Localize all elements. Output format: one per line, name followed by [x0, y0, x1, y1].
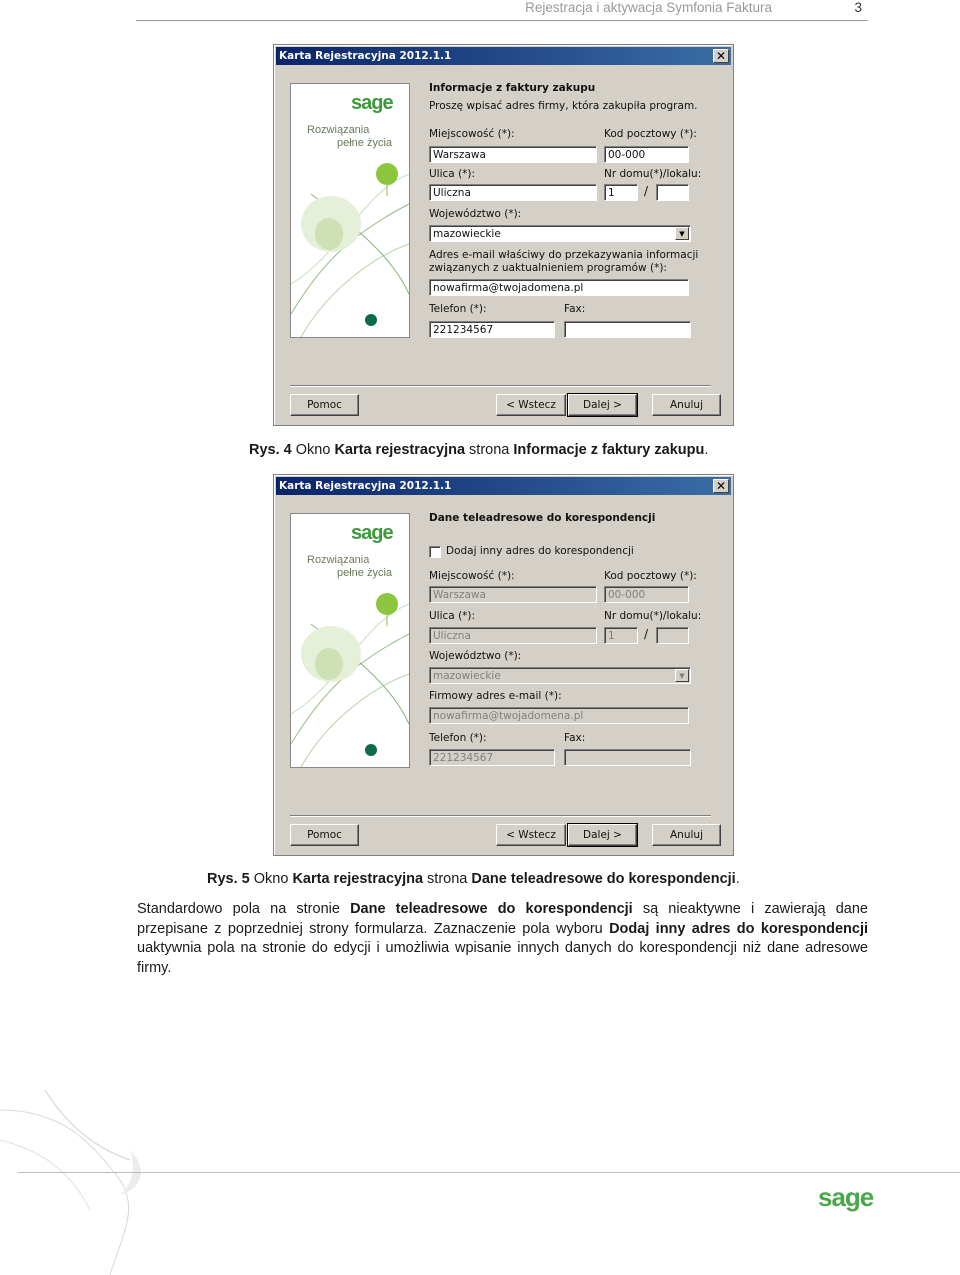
- fax-label: Fax:: [564, 732, 586, 744]
- phone-label: Telefon (*):: [429, 303, 487, 315]
- chevron-down-icon[interactable]: ▼: [675, 227, 689, 240]
- phone-label: Telefon (*):: [429, 732, 487, 744]
- caption-text: strona: [465, 442, 514, 458]
- fax-input: [564, 749, 691, 766]
- house-label: Nr domu(*)/lokalu:: [604, 168, 702, 180]
- fax-label: Fax:: [564, 303, 586, 315]
- body-paragraph: [137, 900, 868, 978]
- house-input: 1: [604, 627, 638, 644]
- tagline: [307, 124, 392, 150]
- help-button[interactable]: Pomoc: [290, 824, 359, 846]
- voivodeship-select[interactable]: [429, 225, 691, 242]
- local-input[interactable]: [656, 184, 689, 201]
- section-title: Informacje z faktury zakupu: [429, 82, 596, 94]
- header-title: Rejestracja i aktywacja Symfonia Faktura: [525, 0, 772, 15]
- tagline: [307, 554, 392, 580]
- house-input[interactable]: 1: [604, 184, 638, 201]
- city-label: Miejscowość (*):: [429, 570, 515, 582]
- add-address-checkbox[interactable]: [429, 546, 441, 558]
- email-label-line-2: związanych z uaktualnieniem programów (*):: [429, 262, 667, 274]
- caption-prefix: Rys. 4: [249, 442, 292, 458]
- caption-text: .: [735, 871, 740, 887]
- footer-sage-logo: sage: [818, 1182, 874, 1212]
- phone-input: 221234567: [429, 749, 555, 766]
- caption-text: strona: [423, 871, 472, 887]
- sage-logo: sage: [351, 92, 393, 114]
- leaf-decoration-graphic: [291, 514, 409, 767]
- back-button[interactable]: < Wstecz: [496, 824, 566, 846]
- email-input[interactable]: nowafirma@twojadomena.pl: [429, 279, 689, 296]
- caption-bold: Karta rejestracyjna: [292, 871, 424, 887]
- page-number: 3: [854, 0, 862, 15]
- house-slash: /: [644, 627, 649, 641]
- section-title: Dane teleadresowe do korespondencji: [429, 512, 656, 524]
- section-subtitle: Proszę wpisać adres firmy, która zakupiła program.: [429, 100, 698, 112]
- house-slash: /: [644, 184, 649, 198]
- street-input: Uliczna: [429, 627, 597, 644]
- sage-logo: sage: [351, 522, 393, 544]
- voivodeship-value: mazowieckie: [433, 670, 501, 682]
- paragraph-bold: Dodaj inny adres do korespondencji: [609, 920, 869, 937]
- sage-banner: [290, 513, 410, 768]
- paragraph-bold: Dane teleadresowe do korespondencji: [350, 901, 633, 917]
- footer-leaf-decoration: [0, 1080, 300, 1275]
- tagline-line-1: Rozwiązania: [307, 554, 370, 566]
- email-label: Firmowy adres e-mail (*):: [429, 690, 562, 702]
- paragraph-text: uaktywnia pola na stronie do edycji i umożliwia wpisanie innych danych do korespondencji niż dane adresowe firmy.: [137, 940, 868, 976]
- registration-dialog-correspondence: [273, 474, 734, 856]
- street-label: Ulica (*):: [429, 168, 476, 180]
- city-input[interactable]: Warszawa: [429, 146, 597, 163]
- add-address-label: Dodaj inny adres do korespondencji: [446, 545, 634, 557]
- postal-input: 00-000: [604, 586, 689, 603]
- local-input: [656, 627, 689, 644]
- email-input: nowafirma@twojadomena.pl: [429, 707, 689, 724]
- figure-caption-5: [207, 871, 740, 887]
- caption-prefix: Rys. 5: [207, 871, 250, 887]
- caption-text: Okno: [291, 442, 335, 458]
- help-button[interactable]: Pomoc: [290, 394, 359, 416]
- caption-text: .: [704, 442, 709, 458]
- dialog-titlebar: [276, 477, 731, 495]
- next-button[interactable]: Dalej >: [568, 824, 637, 846]
- street-input[interactable]: Uliczna: [429, 184, 597, 201]
- voivodeship-select: [429, 667, 691, 684]
- city-label: Miejscowość (*):: [429, 128, 515, 140]
- voivodeship-label: Województwo (*):: [429, 208, 522, 220]
- back-button[interactable]: < Wstecz: [496, 394, 566, 416]
- postal-label: Kod pocztowy (*):: [604, 570, 697, 582]
- postal-label: Kod pocztowy (*):: [604, 128, 697, 140]
- paragraph-text: są nieaktywne i zawierają dane przepisane z poprzedniej strony formularza. Zaznaczenie pola wyboru: [137, 901, 868, 937]
- caption-bold: Informacje z faktury zakupu: [513, 442, 705, 458]
- dialog-title: Karta Rejestracyjna 2012.1.1: [279, 50, 452, 62]
- next-button[interactable]: Dalej >: [568, 394, 637, 416]
- footer-separator: [290, 385, 711, 387]
- cancel-button[interactable]: Anuluj: [652, 394, 721, 416]
- city-input: Warszawa: [429, 586, 597, 603]
- running-header: [136, 0, 868, 21]
- cancel-button[interactable]: Anuluj: [652, 824, 721, 846]
- close-icon[interactable]: ✕: [713, 49, 729, 63]
- email-label-line-1: Adres e-mail właściwy do przekazywania informacji: [429, 249, 699, 261]
- figure-caption-4: [249, 442, 708, 458]
- tagline-line-2: pełne życia: [337, 137, 393, 149]
- footer-separator: [290, 815, 711, 817]
- chevron-down-icon: ▼: [675, 669, 689, 682]
- fax-input[interactable]: [564, 321, 691, 338]
- voivodeship-label: Województwo (*):: [429, 650, 522, 662]
- close-icon[interactable]: ✕: [713, 479, 729, 493]
- caption-bold: Dane teleadresowe do korespondencji: [471, 871, 736, 887]
- postal-input[interactable]: 00-000: [604, 146, 689, 163]
- house-label: Nr domu(*)/lokalu:: [604, 610, 702, 622]
- registration-dialog-invoice: [273, 44, 734, 426]
- voivodeship-value: mazowieckie: [433, 228, 501, 240]
- leaf-decoration-graphic: [291, 84, 409, 337]
- tagline-line-1: Rozwiązania: [307, 124, 370, 136]
- caption-text: Okno: [249, 871, 293, 887]
- phone-input[interactable]: 221234567: [429, 321, 555, 338]
- street-label: Ulica (*):: [429, 610, 476, 622]
- dialog-title: Karta Rejestracyjna 2012.1.1: [279, 480, 452, 492]
- caption-bold: Karta rejestracyjna: [334, 442, 466, 458]
- sage-banner: [290, 83, 410, 338]
- footer-rule: [18, 1172, 960, 1173]
- dialog-titlebar: [276, 47, 731, 65]
- tagline-line-2: pełne życia: [337, 567, 393, 579]
- paragraph-text: Standardowo pola na stronie: [137, 901, 351, 917]
